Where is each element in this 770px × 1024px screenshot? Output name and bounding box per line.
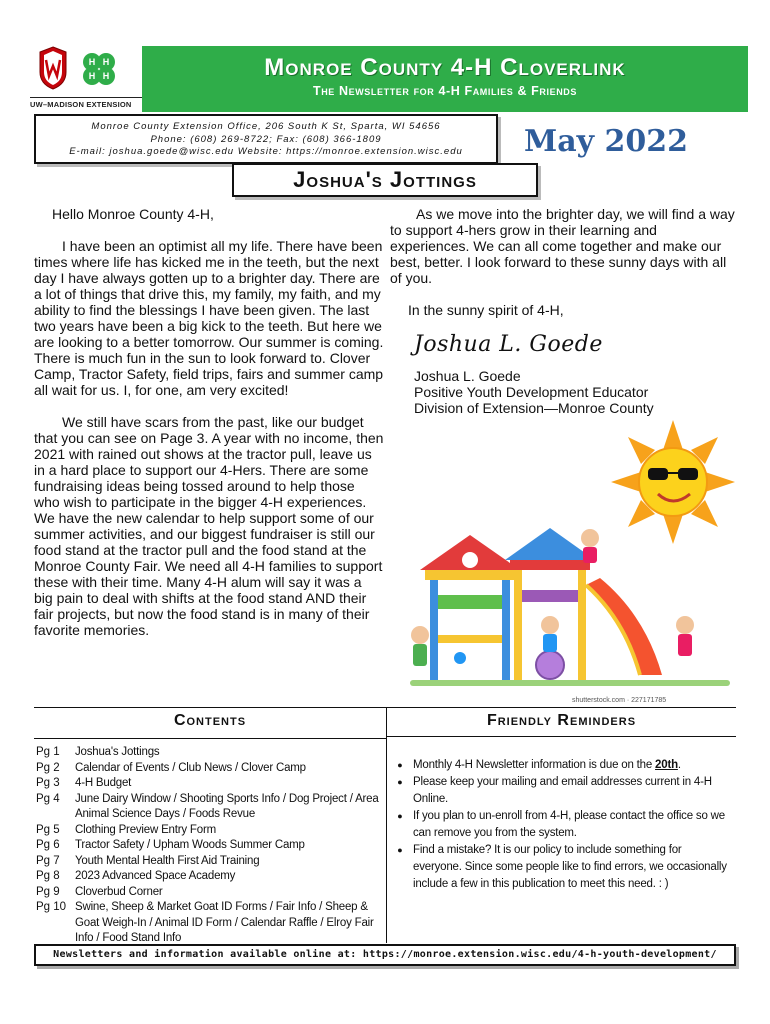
contents-page: Pg 3 — [36, 777, 60, 789]
contents-item — [34, 761, 386, 777]
contact-box — [34, 114, 498, 164]
signer-block — [414, 368, 654, 416]
letter-paragraph: I have been an optimist all my life. There have been times where life has kicked me in the teeth, but the next day I have always gotten up to a brighter day. There are a lot of things that drive this, my family, my faith, and my ability to find the blessings I have been given. The last two years have been a big kick to the teeth. But here we are looking to a better tomorrow. Our summer is coming. There is much fun in the sun to look forward to. Clover Camp, Tractor Safety, field trips, fairs and summer camp all wait for us. I, for one, am very excited! — [34, 238, 384, 398]
masthead-banner — [142, 46, 748, 112]
contact-phone: Phone: (608) 269-8722; Fax: (608) 366-1809 — [150, 133, 382, 145]
contents-page: Pg 4 — [36, 792, 60, 805]
contents-item — [34, 854, 386, 870]
signature: Joshua L. Goede — [414, 332, 603, 357]
contents-title: 2023 Advanced Space Academy — [75, 870, 236, 882]
newsletter-title: Monroe County 4-H Cloverlink — [264, 54, 626, 81]
contents-item — [34, 776, 386, 792]
signer-name: Joshua L. Goede — [414, 368, 521, 384]
contents-title: Clothing Preview Entry Form — [75, 823, 216, 836]
reminder-item — [387, 757, 736, 774]
contact-address: Monroe County Extension Office, 206 South K St, Sparta, WI 54656 — [91, 121, 441, 132]
reminder-text: Monthly 4-H Newsletter information is due on the — [413, 759, 656, 771]
reminder-text: If you plan to un-enroll from 4-H, please contact the office so we can remove you from the system. — [413, 810, 725, 839]
contents-title: June Dairy Window / Shooting Sports Info / Dog Project / Area Animal Science Days / Foods Revue — [75, 792, 379, 820]
contents-heading: Contents — [34, 712, 386, 739]
contents-page: Pg 10 — [36, 901, 67, 913]
4h-clover-icon — [78, 48, 120, 90]
image-credit: shutterstock.com · 227171785 — [572, 697, 667, 704]
signer-title: Positive Youth Development Educator — [414, 384, 649, 400]
reminder-text: Please keep your mailing and email addresses current in 4-H Online. — [413, 776, 712, 805]
contents-page: Pg 8 — [36, 870, 60, 882]
contact-email-website: E-mail: joshua.goede@wisc.edu Website: https://monroe.extension.wisc.edu — [69, 146, 463, 157]
header-logos — [30, 46, 142, 112]
reminders-box — [387, 707, 736, 943]
contents-item — [34, 792, 386, 823]
svg-text:H: H — [102, 57, 110, 67]
contents-title: Joshua's Jottings — [75, 746, 160, 758]
bullet-icon: ● — [397, 760, 403, 770]
contents-item — [34, 869, 386, 885]
reminder-item — [387, 842, 736, 893]
bullet-icon: ● — [397, 845, 403, 855]
reminder-item — [387, 774, 736, 808]
contents-item — [34, 885, 386, 901]
contents-item — [34, 745, 386, 761]
contents-title: 4-H Budget — [75, 777, 132, 789]
contents-list — [34, 745, 386, 947]
playground-icon — [410, 528, 730, 686]
svg-text:H: H — [102, 71, 110, 81]
contents-page: Pg 1 — [36, 746, 60, 758]
contents-item — [34, 823, 386, 839]
letter-paragraph: As we move into the brighter day, we will find a way to support 4-hers grow in their learning and experiences. We can all come together and make our best, better. I look forward to these sunny days with all of you. — [390, 206, 735, 286]
svg-text:H: H — [88, 71, 96, 81]
contents-item — [34, 900, 386, 947]
org-label: UW–MADISON EXTENSION — [30, 97, 142, 109]
contents-item — [34, 838, 386, 854]
contents-box — [34, 707, 387, 943]
letter-greeting: Hello Monroe County 4-H, — [52, 206, 214, 222]
contents-title: Swine, Sheep & Market Goat ID Forms / Fair Info / Sheep & Goat Weigh-In / Animal ID Form / Calendar Raffle / Elroy Fair Info / Food Stand Info — [75, 901, 374, 944]
bullet-icon: ● — [397, 811, 403, 821]
letter-column-right — [390, 206, 740, 334]
contents-page: Pg 5 — [36, 823, 60, 836]
letter-closing: In the sunny spirit of 4-H, — [408, 302, 564, 318]
contents-page: Pg 7 — [36, 854, 60, 867]
due-day: 20th — [655, 759, 678, 771]
letter-paragraph: We still have scars from the past, like our budget that you can see on Page 3. A year with no income, then 2021 with rained out shows at the tractor pull, leave us in a hard place to support our 4-Hers. There are some fundraising ideas being tossed around to help those who wish to participate in the bigger 4-H experiences. We have the new calendar to help support some of our summer activities, and our biggest fundraiser is still our food stand at the tractor pull and the food stand at the Monroe County Fair. We need all 4-H families to support these with their time. Many 4-H alum will say it was a big pain to deal with shifts at the food stand AND their fair projects, but now the food stand is in many of their favorite memories. — [34, 414, 384, 638]
reminders-list — [387, 757, 736, 893]
reminder-item — [387, 808, 736, 842]
reminder-text: . — [677, 759, 681, 771]
issue-date: May 2022 — [524, 124, 689, 159]
contents-page: Pg 2 — [36, 761, 60, 774]
contents-title: Tractor Safety / Upham Woods Summer Camp — [75, 839, 305, 851]
signer-division: Division of Extension—Monroe County — [414, 400, 654, 416]
section-heading: Joshua's Jottings — [232, 163, 538, 197]
bullet-icon: ● — [397, 777, 403, 787]
contents-page: Pg 6 — [36, 839, 60, 851]
reminder-text: Find a mistake? It is our policy to include something for everyone. Since some people like to find errors, we occasionally include a few in this publication to meet this need. : ) — [413, 844, 727, 890]
reminders-heading: Friendly Reminders — [387, 712, 736, 737]
contents-title: Cloverbud Corner — [75, 885, 163, 898]
sun-playground-illustration — [400, 420, 745, 710]
footer-bar: Newsletters and information available online at: https://monroe.extension.wisc.edu/4-h-youth-development/ — [34, 944, 736, 966]
svg-text:H: H — [88, 57, 96, 67]
sun-icon — [611, 420, 735, 544]
contents-page: Pg 9 — [36, 885, 60, 898]
uw-crest-icon — [38, 46, 68, 90]
letter-column-left — [34, 206, 384, 654]
newsletter-subtitle: The Newsletter for 4-H Families & Friends — [312, 84, 578, 98]
contents-title: Calendar of Events / Club News / Clover Camp — [75, 761, 306, 774]
contents-title: Youth Mental Health First Aid Training — [75, 854, 260, 867]
